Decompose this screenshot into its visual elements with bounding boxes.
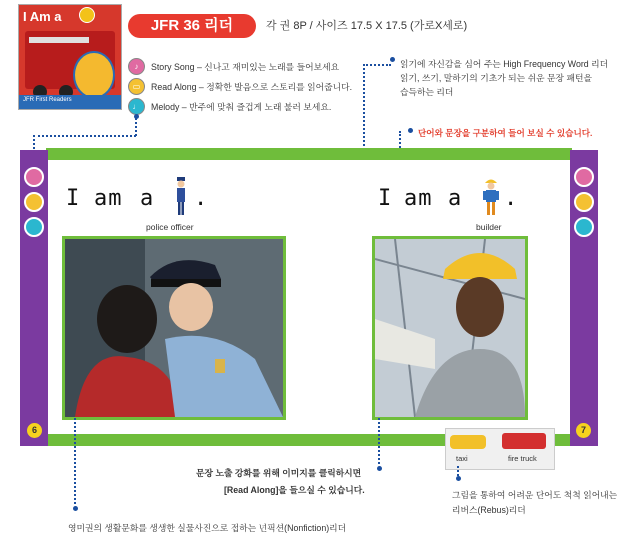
sentence-word[interactable]: am bbox=[404, 186, 433, 211]
book-icon: ▭ bbox=[128, 78, 145, 95]
callout-dot bbox=[408, 128, 413, 133]
cover-series-bar bbox=[19, 95, 121, 109]
builder-icon[interactable] bbox=[480, 177, 502, 217]
read-along-button[interactable] bbox=[24, 192, 44, 212]
callout-line bbox=[363, 64, 391, 66]
feature-label: Melody – 반주에 맞춰 즐겁게 노래 불러 보세요. bbox=[151, 102, 332, 112]
feature-melody bbox=[128, 98, 331, 115]
hfw-line: 습득하는 리더 bbox=[400, 87, 454, 97]
image-click-note-line: [Read Along]을 들으실 수 있습니다. bbox=[224, 485, 365, 495]
cover-badge bbox=[79, 7, 95, 23]
rebus-note-line: 리버스(Rebus)리더 bbox=[452, 505, 526, 515]
ladder-illustration bbox=[29, 37, 89, 43]
melody-button[interactable] bbox=[24, 217, 44, 237]
book-cover bbox=[18, 4, 122, 110]
feature-label: Read Along – 정확한 발음으로 스토리를 읽어줍니다. bbox=[151, 82, 353, 92]
word-caption: builder bbox=[476, 222, 502, 232]
spec-text: 각 권 8P / 사이즈 17.5 X 17.5 (가로X세로) bbox=[266, 20, 468, 32]
feature-label: Story Song – 신나고 재미있는 노래를 들어보세요 bbox=[151, 62, 340, 72]
rebus-panel bbox=[445, 428, 555, 470]
sentence-word[interactable]: I bbox=[378, 186, 393, 211]
police-officer-icon[interactable] bbox=[174, 177, 188, 217]
feature-story-song bbox=[128, 58, 339, 75]
green-frame-top bbox=[46, 148, 572, 160]
police-officer-photo[interactable] bbox=[62, 236, 286, 420]
page-number: 7 bbox=[576, 423, 591, 438]
callout-line bbox=[378, 418, 380, 464]
series-title-badge: JFR 36 리더 bbox=[128, 14, 256, 38]
builder-photo[interactable] bbox=[372, 236, 528, 420]
sentence-word[interactable]: a bbox=[140, 186, 155, 211]
callout-dot bbox=[73, 506, 78, 511]
callout-line bbox=[33, 135, 136, 137]
melody-button[interactable] bbox=[574, 217, 594, 237]
image-click-note-line: 문장 노출 강화를 위해 이미지를 클릭하시면 bbox=[196, 468, 362, 478]
sentence-period[interactable]: . bbox=[504, 186, 519, 211]
nonfiction-note: 영미권의 생활문화를 생생한 실물사진으로 접하는 넌픽션(Nonfiction)리더 bbox=[68, 523, 347, 533]
callout-line bbox=[457, 466, 459, 476]
rebus-label: fire truck bbox=[508, 454, 537, 463]
callout-dot bbox=[456, 476, 461, 481]
sentence-word[interactable]: I bbox=[66, 186, 81, 211]
fire-truck-icon[interactable] bbox=[502, 433, 546, 449]
word-sentence-note: 단어와 문장을 구분하여 들어 보실 수 있습니다. bbox=[418, 128, 593, 138]
music-note-icon: ♪ bbox=[128, 58, 145, 75]
callout-dot bbox=[377, 466, 382, 471]
cover-series-label: JFR First Readers bbox=[23, 97, 72, 103]
sentence-word[interactable]: a bbox=[448, 186, 463, 211]
callout-line bbox=[74, 418, 76, 504]
sentence-period[interactable]: . bbox=[194, 186, 209, 211]
hfw-line: 읽기에 자신감을 심어 주는 High Frequency Word 리더 bbox=[400, 59, 609, 69]
taxi-icon[interactable] bbox=[450, 435, 486, 449]
cover-title: I Am a bbox=[23, 9, 62, 24]
melody-icon: ♩ bbox=[128, 98, 145, 115]
callout-dot bbox=[390, 57, 395, 62]
hfw-line: 읽기, 쓰기, 말하기의 기초가 되는 쉬운 문장 패턴을 bbox=[400, 73, 592, 83]
story-song-button[interactable] bbox=[574, 167, 594, 187]
word-caption: police officer bbox=[146, 222, 194, 232]
page-number: 6 bbox=[27, 423, 42, 438]
firefighter-kid-illustration bbox=[73, 51, 115, 99]
callout-line bbox=[135, 118, 137, 136]
rebus-label: taxi bbox=[456, 454, 468, 463]
story-song-button[interactable] bbox=[24, 167, 44, 187]
feature-read-along bbox=[128, 78, 352, 95]
sentence-word[interactable]: am bbox=[94, 186, 123, 211]
rebus-note-line: 그림을 통하여 어려운 단어도 척척 읽어내는 bbox=[452, 490, 618, 500]
read-along-button[interactable] bbox=[574, 192, 594, 212]
hfw-description bbox=[400, 57, 608, 99]
